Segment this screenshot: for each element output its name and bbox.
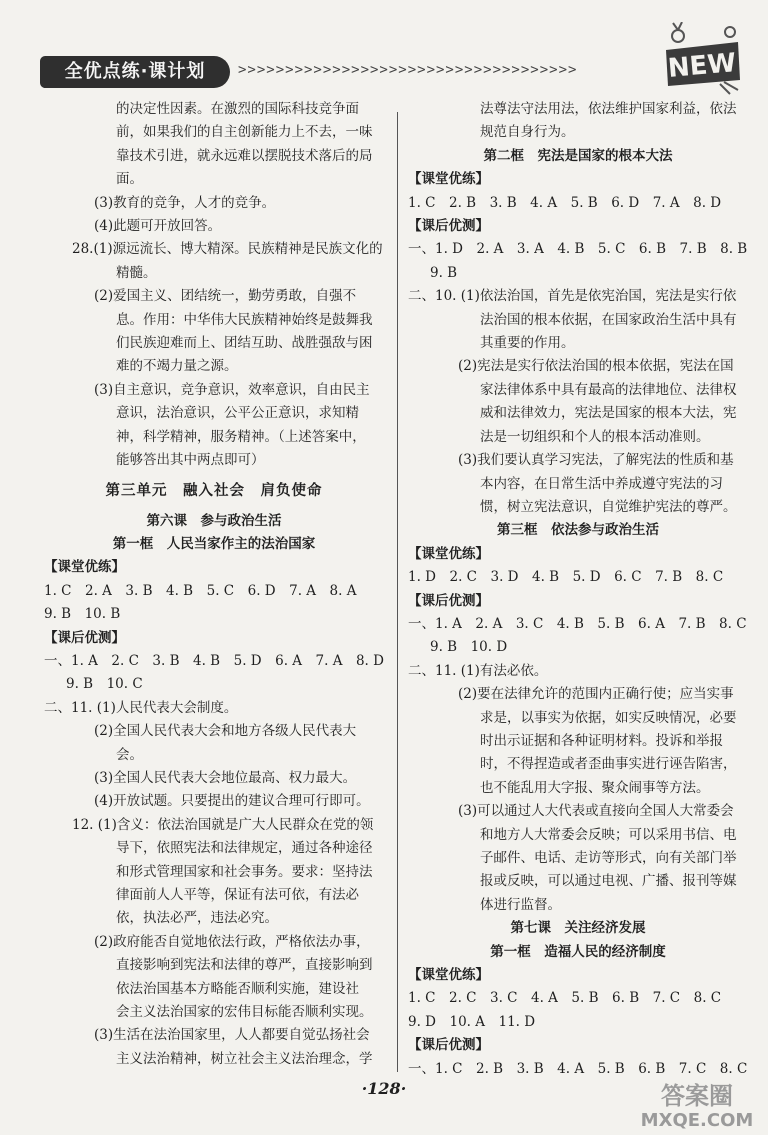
answer-line: 一、1. A 2. C 3. B 4. B 5. D 6. A 7. A 8. D	[44, 652, 384, 669]
section-title: 第一框 人民当家作主的法治国家	[112, 535, 316, 552]
answer-line: (2)宪法是实行依法治国的根本依据，宪法在国	[458, 358, 734, 375]
answer-line: 体进行监督。	[480, 896, 561, 913]
answer-line: (4)开放试题。只要提出的建议合理可行即可。	[94, 793, 370, 810]
answer-line: 依法治国基本方略能否顺利实施，建设社	[116, 980, 359, 997]
answer-line: 惯，树立宪法意识，自觉维护宪法的尊严。	[480, 498, 737, 515]
header-arrow-rule: >>>>>>>>>>>>>>>>>>>>>>>>>>>>>>>>>>>>	[238, 62, 578, 78]
site-watermark	[630, 1080, 765, 1132]
section-title: 第二框 宪法是国家的根本大法	[483, 147, 673, 164]
section-title: 第六课 参与政治生活	[146, 512, 282, 529]
answer-line: 其重要的作用。	[480, 335, 575, 352]
answer-line: 28.(1)源远流长、博大精深。民族精神是民族文化的	[72, 241, 383, 258]
section-header: 【课堂优练】	[408, 967, 489, 984]
answer-line: 面。	[116, 171, 143, 188]
answer-line: 9. D 10. A 11. D	[408, 1013, 536, 1030]
column-divider	[397, 112, 398, 1072]
watermark-bottom-text: MXQE.COM	[640, 1110, 754, 1131]
page-number: ·128·	[361, 1079, 407, 1098]
answer-line: 二、11. (1)有法必依。	[408, 662, 548, 679]
answer-line: (3)生活在法治国家里，人人都要自觉弘扬社会	[94, 1027, 370, 1044]
section-header: 【课堂优练】	[408, 545, 489, 562]
answer-line: 二、11. (1)人民代表大会制度。	[44, 699, 238, 716]
answer-line: (3)教育的竞争，人才的竞争。	[94, 194, 276, 211]
answer-line: (2)全国人民代表大会和地方各级人民代表大	[94, 723, 357, 740]
answer-line: 一、1. A 2. A 3. C 4. B 5. B 6. A 7. B 8. C	[408, 615, 747, 632]
series-title-banner: 全优点练·课计划	[40, 56, 230, 88]
answer-line: 一、1. C 2. B 3. B 4. A 5. B 6. B 7. C 8. C	[408, 1060, 748, 1077]
answer-line: 主义法治精神，树立社会主义法治理念，学	[116, 1050, 373, 1067]
answer-line: 报或反映，可以通过电视、广播、报刊等媒	[480, 873, 737, 890]
answer-line: 难的不竭力量之源。	[116, 358, 238, 375]
left-answer-column	[44, 98, 384, 1071]
answer-line: 9. B 10. D	[430, 639, 508, 656]
section-header: 【课堂优练】	[408, 171, 489, 188]
answer-line: 时出示证据和各种证明材料。投诉和举报	[480, 732, 723, 749]
answer-line: 9. B	[430, 264, 458, 281]
answer-line: 9. B 10. C	[66, 676, 143, 693]
section-title: 第七课 关注经济发展	[510, 920, 646, 937]
answer-line: 和形式管理国家和社会事务。要求：坚持法	[116, 863, 373, 880]
right-answer-column	[408, 98, 748, 1081]
answer-line: 意识，法治意识，公平公正意识，求知精	[116, 405, 359, 422]
answer-line: 精髓。	[116, 264, 157, 281]
answer-line: 1. C 2. B 3. B 4. A 5. B 6. D 7. A 8. D	[408, 194, 722, 211]
answer-line: 直接影响到宪法和法律的尊严，直接影响到	[116, 957, 373, 974]
answer-line: 二、10. (1)依法治国，首先是依宪治国，宪法是实行依	[408, 288, 737, 305]
answer-line: 法是一切组织和个人的根本活动准则。	[480, 428, 710, 445]
section-title: 第三单元 融入社会 肩负使命	[105, 482, 323, 499]
answer-line: 12. (1)含义：依法治国就是广大人民群众在党的领	[72, 816, 374, 833]
answer-line: 律面前人人平等，保证有法可依，有法必	[116, 887, 359, 903]
answer-line: 子邮件、电话、走访等形式，向有关部门举	[480, 850, 737, 866]
answer-line: 一、1. D 2. A 3. A 4. B 5. C 6. B 7. B 8. B	[408, 241, 748, 258]
answer-line: 9. B 10. B	[44, 606, 121, 623]
answer-line: 导下，依照宪法和法律规定，通过各种途径	[116, 840, 373, 857]
answer-line: 本内容，在日常生活中养成遵守宪法的习	[480, 475, 723, 492]
answer-line: 和地方人大常委会反映；可以采用书信、电	[480, 826, 737, 843]
answer-line: 会主义法治国家的宏伟目标能否顺利实现。	[116, 1004, 373, 1021]
answer-line: 家法律体系中具有最高的法律地位、法律权	[480, 381, 737, 398]
answer-line: 能够答出其中两点即可）	[116, 452, 265, 469]
logo-text: NEW	[666, 48, 738, 84]
answer-line: (3)可以通过人大代表或直接向全国人大常委会	[458, 803, 734, 820]
answer-line: (2)政府能否自觉地依法行政，严格依法办事，	[94, 933, 370, 950]
answer-line: 1. C 2. C 3. C 4. A 5. B 6. B 7. C 8. C	[408, 990, 722, 1007]
section-header: 【课堂优练】	[44, 559, 125, 576]
answer-line: 也不能乱用大字报、聚众闹事等方法。	[480, 779, 710, 796]
answer-line: (3)我们要认真学习宪法，了解宪法的性质和基	[458, 452, 734, 469]
answer-line: 会。	[116, 746, 143, 763]
answer-line: 威和法律效力，宪法是国家的根本大法，宪	[480, 405, 737, 422]
answer-line: 规范自身行为。	[480, 124, 575, 141]
answer-line: (2)要在法律允许的范围内正确行使；应当实事	[458, 686, 734, 703]
answer-line: (3)自主意识，竞争意识，效率意识，自由民主	[94, 381, 370, 398]
answer-line: (2)爱国主义、团结统一，勤劳勇敢，自强不	[94, 288, 357, 305]
new-logo-icon	[660, 22, 744, 96]
answer-line: 靠技术引进，就永远难以摆脱技术落后的局	[116, 147, 373, 164]
answer-line: 1. C 2. A 3. B 4. B 5. C 6. D 7. A 8. A	[44, 582, 357, 599]
answer-line: 息。作用：中华伟大民族精神始终是鼓舞我	[116, 311, 373, 328]
answer-line: 神，科学精神，服务精神。（上述答案中，	[116, 428, 366, 445]
answer-line: 1. D 2. C 3. D 4. B 5. D 6. C 7. B 8. C	[408, 569, 724, 586]
answer-line: 前，如果我们的自主创新能力上不去，一味	[116, 124, 373, 141]
section-header: 【课后优测】	[408, 1037, 489, 1054]
answer-line: 们民族迎难而上、团结互助、战胜强敌与困	[116, 335, 373, 352]
answer-line: 依，执法必严，违法必究。	[116, 910, 278, 927]
section-title: 第三框 依法参与政治生活	[497, 522, 659, 539]
answer-line: 法尊法守法用法，依法维护国家利益，依法	[480, 101, 737, 117]
answer-line: 的决定性因素。在激烈的国际科技竞争面	[116, 101, 359, 117]
section-header: 【课后优测】	[44, 629, 125, 646]
answer-line: (4)此题可开放回答。	[94, 218, 222, 235]
section-header: 【课后优测】	[408, 218, 489, 235]
answer-line: 时，不得捏造或者歪曲事实进行诬告陷害，	[480, 756, 737, 773]
watermark-top-text: 答案圈	[661, 1082, 733, 1110]
answer-line: (3)全国人民代表大会地位最高、权力最大。	[94, 769, 357, 786]
section-header: 【课后优测】	[408, 592, 489, 609]
section-title: 第一框 造福人民的经济制度	[490, 943, 666, 960]
answer-line: 求是，以事实为依据，如实反映情况，必要	[480, 709, 737, 726]
answer-line: 法治国的根本依据，在国家政治生活中具有	[480, 311, 737, 328]
